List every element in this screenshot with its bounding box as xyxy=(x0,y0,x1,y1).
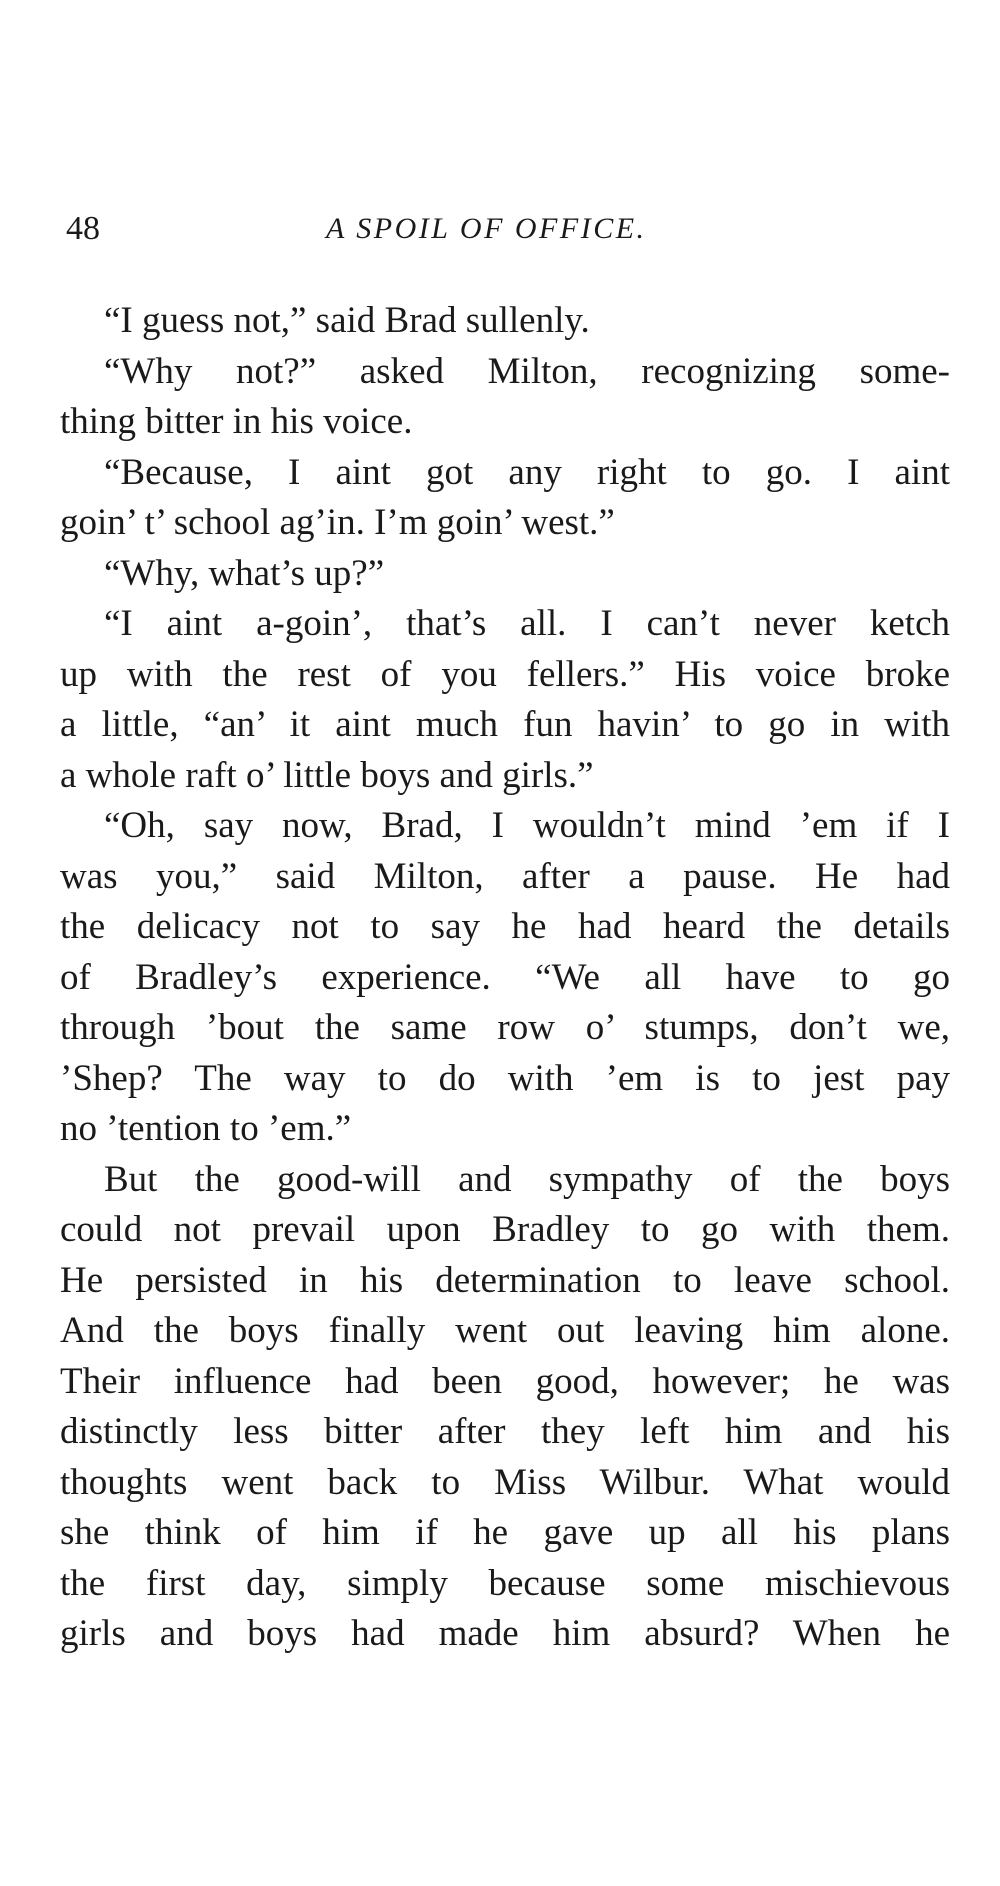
text-line: He persisted in his determination to leave school. xyxy=(60,1259,950,1301)
text-line: goin’ t’ school ag’in. I’m goin’ west.” xyxy=(60,502,615,543)
text-line: “Oh, say now, Brad, I wouldn’t mind ’em if I xyxy=(104,805,950,846)
text-line: the first day, simply because some mischievous xyxy=(60,1562,950,1604)
text-line: And the boys finally went out leaving him alone. xyxy=(60,1310,950,1351)
paragraph xyxy=(60,1155,950,1660)
text-line: thing bitter in his voice. xyxy=(60,401,413,442)
text-line: was you,” said Milton, after a pause. He had xyxy=(60,855,950,897)
paragraph xyxy=(60,347,950,448)
paragraph xyxy=(60,599,950,801)
body-text xyxy=(60,296,950,1660)
text-line: But the good-will and sympathy of the boys xyxy=(104,1158,950,1200)
text-line: “I guess not,” said Brad sullenly. xyxy=(104,300,590,341)
text-line: girls and boys had made him absurd? When he xyxy=(60,1613,950,1654)
text-line: no ’tention to ’em.” xyxy=(60,1108,352,1149)
text-line: thoughts went back to Miss Wilbur. What would xyxy=(60,1461,950,1503)
paragraph xyxy=(60,801,950,1155)
paragraph xyxy=(60,296,950,347)
text-line: she think of him if he gave up all his plans xyxy=(60,1512,950,1553)
text-line: Their influence had been good, however; he was xyxy=(60,1360,950,1402)
text-line: up with the rest of you fellers.” His voice broke xyxy=(60,653,950,695)
text-line: “I aint a-goin’, that’s all. I can’t never ketch xyxy=(104,603,950,644)
running-head xyxy=(66,204,946,254)
text-line: could not prevail upon Bradley to go with them. xyxy=(60,1209,950,1250)
page-number: 48 xyxy=(66,210,100,247)
text-line: a whole raft o’ little boys and girls.” xyxy=(60,754,594,796)
text-line: ’Shep? The way to do with ’em is to jest pay xyxy=(60,1057,950,1099)
running-title: A SPOIL OF OFFICE. xyxy=(326,212,647,245)
text-line: “Why, what’s up?” xyxy=(104,552,385,594)
text-line: “Because, I aint got any right to go. I aint xyxy=(104,451,950,493)
text-line: a little, “an’ it aint much fun havin’ to go in with xyxy=(60,704,950,745)
text-line: of Bradley’s experience. “We all have to go xyxy=(60,956,950,998)
text-line: through ’bout the same row o’ stumps, don’t we, xyxy=(60,1007,950,1048)
paragraph xyxy=(60,549,950,600)
text-line: distinctly less bitter after they left him and his xyxy=(60,1411,950,1452)
text-line: the delicacy not to say he had heard the details xyxy=(60,906,950,947)
paragraph xyxy=(60,448,950,549)
text-line: “Why not?” asked Milton, recognizing some- xyxy=(104,350,950,392)
